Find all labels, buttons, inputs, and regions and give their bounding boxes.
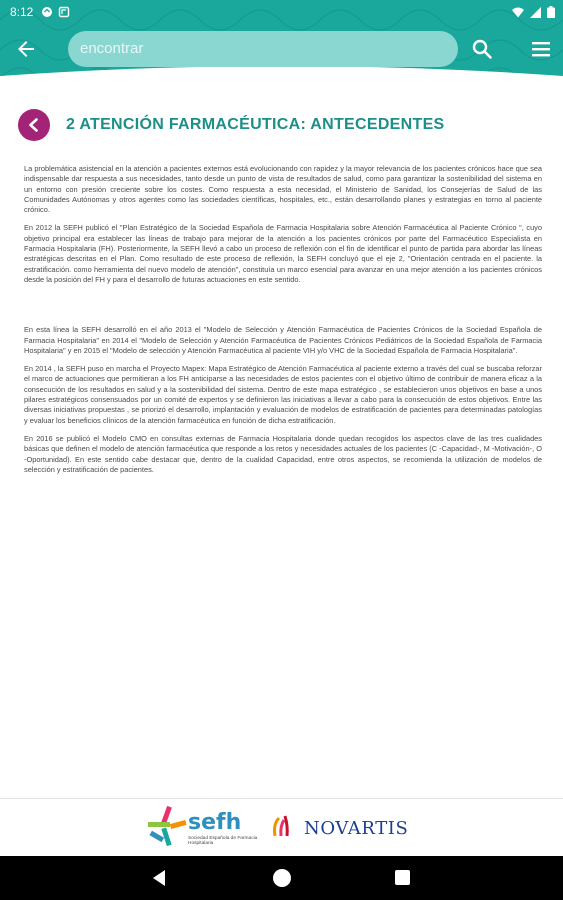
- notification-icon: [58, 6, 70, 18]
- paragraph-4: En 2014 , la SEFH puso en marcha el Proyecto Mapex: Mapa Estratégico de Atención Farmacéutica al paciente externo a través del cual se buscaba reforzar el marco de actuaciones que permitieran a los FH anticiparse a las necesidades de estos pacientes con el objetivo último de contribuir de manera eficaz a la consecución de los resultados en salud y a la sostenibilidad del sistema. Dentro de este mapa estratégico , se establecieron unos objetivos en base a unos pilares estratégicos consensuados por un comité de expertos y se definieron las iniciativas a llevar a cabo para la consecución de estos objetivos. Entre las diversas iniciativas propuestas , se priorizó el desarrollo, implantación y evaluación de modelos de estratificación de pacientes para determinadas patologías y evaluar los beneficios clínicos de la atención farmacéutica en función de dicha estratificación.: [24, 364, 542, 425]
- sync-icon: [41, 6, 53, 18]
- search-input[interactable]: [68, 31, 458, 67]
- chevron-left-icon: [26, 117, 42, 133]
- status-bar: [0, 0, 563, 24]
- paragraph-2: En 2012 la SEFH publicó el "Plan Estratégico de la Sociedad Española de Farmacia Hospitalaria sobre Atención Farmacéutica al Paciente Crónico ", cuyo objetivo principal era establecer las líneas de trabajo para mejorar de la atención a los pacientes crónicos por parte del Farmacéutico Especialista en Farmacia Hospitalaria (FH). Posteriormente, la SEFH llevó a cabo un proceso de reflexión con el fin de identificar el punto de partida para abordar las líneas estratégicas descritas en el Plan. Como resultado de este proceso de reflexión, la SEFH concluyó que el eje 2, "Orientación centrada en el paciente. la estratificación. como herramienta del nuevo modelo de atención", constituía un marco esencial para avanzar en una mejor atención a los pacientes crónicos desde la posición del FH y para el desarrollo de futuras actuaciones en este sentido.: [24, 223, 542, 284]
- system-nav-bar: [0, 856, 563, 900]
- article-body: [24, 164, 542, 483]
- sefh-logo-text: sefh: [188, 810, 242, 835]
- app-header: [0, 0, 563, 86]
- battery-icon: [547, 6, 555, 18]
- app-bar: [0, 24, 563, 74]
- status-icons: [512, 6, 555, 18]
- title-back-button[interactable]: [18, 109, 50, 141]
- nav-home-icon[interactable]: [273, 869, 291, 887]
- novartis-logo-text: NOVARTIS: [304, 818, 409, 839]
- menu-icon[interactable]: [530, 38, 552, 60]
- footer-divider: [0, 798, 563, 799]
- sefh-logo-subtitle: Sociedad Española de Farmacia Hospitalaria: [188, 836, 258, 847]
- paragraph-5: En 2016 se publicó el Modelo CMO en consultas externas de Farmacia Hospitalaria donde quedan recogidos los aspectos clave de las tres cualidades básicas que definen el modelo de atención farmacéutica que responde a los retos y necesidades actuales de los pacientes (C -Capacidad-, M -Motivación-, O -Oportunidad). En este sentido cabe destacar que, dentro de la cualidad Capacidad, entre otros aspectos, se recomienda la utilización de modelos de selección y estratificación de pacientes.: [24, 433, 542, 474]
- nav-back-icon[interactable]: [150, 868, 170, 888]
- status-time: 8:12: [10, 5, 34, 19]
- cell-signal-icon: [530, 7, 541, 18]
- wifi-icon: [512, 7, 524, 18]
- sponsor-logos: [0, 800, 563, 856]
- arrow-left-icon[interactable]: [14, 37, 38, 61]
- nav-recents-icon[interactable]: [395, 870, 410, 885]
- title-row: [18, 108, 548, 142]
- search-icon[interactable]: [470, 37, 494, 61]
- paragraph-3: En esta línea la SEFH desarrolló en el año 2013 el "Modelo de Selección y Atención Farmacéutica de Pacientes Crónicos de la Sociedad Española de Farmacia Hospitalaria" en 2014 el "Modelo de Selección y Atención Farmacéutica de Pacientes Crónicos Pediátricos de la Sociedad Española de Farmacia Hospitalaria" y en 2015 el "Modelo de selección y Atención Farmacéutica al paciente VIH y/o VHC de la Sociedad Española de Farmacia Hospitalaria".: [24, 325, 542, 355]
- page-title: 2 ATENCIÓN FARMACÉUTICA: ANTECEDENTES: [66, 116, 445, 133]
- paragraph-1: La problemática asistencial en la atención a pacientes externos está evolucionando con rapidez y la mayor relevancia de los pacientes crónicos hace que sea indispensable dar respuesta a sus necesidades, tanto desde un punto de vista de resultados de salud, como para garantizar la sostenibilidad del sistema en un entorno con presión creciente sobre los costes. Como respuesta a esta necesidad, el Ministerio de Sanidad, los Consejerías de Salud de las Comunidades Autónomas y otros agentes como las sociedades científicas, hospitales, etc., están desarrollando planes y estrategias en torno al paciente crónico.: [24, 164, 542, 215]
- novartis-logo-mark: [271, 814, 293, 838]
